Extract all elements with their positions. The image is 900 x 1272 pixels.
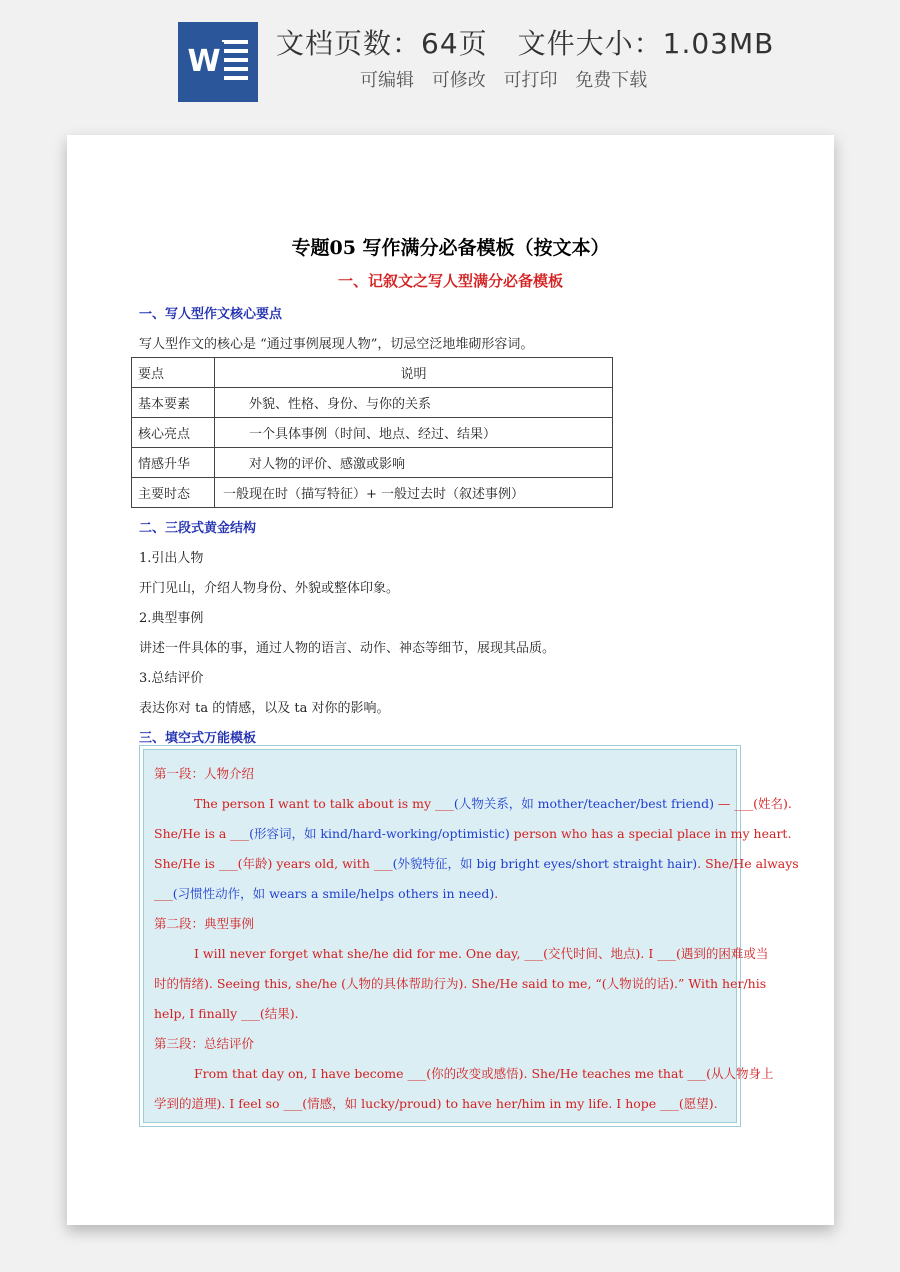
- template-line: 学到的道理). I feel so ___(情感，如 lucky/proud) to have her/him in my life. I hope ___(愿望).: [154, 1096, 718, 1111]
- table-cell: 核心亮点: [132, 418, 215, 448]
- template-line: The person I want to talk about is my ___(人物关系，如 mother/teacher/best friend) — ___(姓名).: [194, 796, 792, 811]
- table-cell: 基本要素: [132, 388, 215, 418]
- template-box: [143, 749, 799, 1123]
- template-line: She/He is a ___(形容词，如 kind/hard-working/optimistic) person who has a special place in my heart.: [154, 826, 792, 841]
- section-heading-3: 三、填空式万能模板: [139, 731, 257, 746]
- feature-editable: 可编辑: [360, 70, 414, 91]
- table-header-cell: 要点: [132, 358, 215, 388]
- feature-list: [360, 66, 659, 92]
- structure-step-1-heading: 1.引出人物: [139, 551, 204, 566]
- table-row: [132, 478, 613, 508]
- section-heading-1: 一、写人型作文核心要点: [139, 307, 283, 322]
- template-para1-heading: 第一段：人物介绍: [154, 766, 255, 781]
- template-line: I will never forget what she/he did for me. One day, ___(交代时间、地点). I ___(遇到的困难或当: [194, 946, 769, 961]
- download-header: [0, 0, 900, 120]
- table-header-row: [132, 358, 613, 388]
- table-row: [132, 388, 613, 418]
- structure-step-1-text: 开门见山，介绍人物身份、外貌或整体印象。: [139, 581, 400, 596]
- template-line: From that day on, I have become ___(你的改变或感悟). She/He teaches me that ___(从人物身上: [194, 1066, 774, 1081]
- page-subtitle: 一、记叙文之写人型满分必备模板: [337, 272, 563, 290]
- table-cell: 主要时态: [132, 478, 215, 508]
- page-count: 文档页数：64页: [276, 27, 488, 60]
- structure-step-2-text: 讲述一件具体的事，通过人物的语言、动作、神态等细节，展现其品质。: [139, 641, 556, 656]
- template-para2-heading: 第二段：典型事例: [154, 916, 255, 931]
- feature-modifiable: 可修改: [431, 70, 486, 91]
- template-line: ___(习惯性动作，如 wears a smile/helps others in need).: [154, 886, 499, 901]
- template-para3-heading: 第三段：总结评价: [154, 1036, 255, 1051]
- table-row: [132, 418, 613, 448]
- table-cell: 对人物的评价、感激或影响: [215, 448, 613, 478]
- table-cell: 一个具体事例（时间、地点、经过、结果）: [215, 418, 613, 448]
- key-points-table: [131, 357, 613, 508]
- structure-step-3-heading: 3.总结评价: [139, 671, 204, 686]
- table-header-cell: 说明: [215, 358, 613, 388]
- table-row: [132, 448, 613, 478]
- feature-free-download: 免费下载: [575, 70, 648, 91]
- template-line: help, I finally ___(结果).: [154, 1006, 299, 1021]
- table-cell: 情感升华: [132, 448, 215, 478]
- section-heading-2: 二、三段式黄金结构: [139, 521, 257, 536]
- template-line: 时的情绪). Seeing this, she/he (人物的具体帮助行为). She/He said to me, “(人物说的话).” With her/his: [154, 976, 767, 991]
- word-icon: W: [178, 22, 258, 102]
- table-cell: 外貌、性格、身份、与你的关系: [215, 388, 613, 418]
- page-title: 专题05 写作满分必备模板（按文本）: [291, 237, 610, 259]
- file-size: 文件大小：1.03MB: [517, 27, 775, 60]
- feature-printable: 可打印: [503, 70, 558, 91]
- table-cell: 一般现在时（描写特征）+ 一般过去时（叙述事例）: [215, 478, 613, 508]
- doc-meta: [276, 22, 774, 62]
- document-page: [67, 135, 834, 1225]
- structure-step-2-heading: 2.典型事例: [139, 611, 204, 626]
- structure-step-3-text: 表达你对 ta 的情感，以及 ta 对你的影响。: [139, 701, 390, 716]
- template-line: She/He is ___(年龄) years old, with ___(外貌特征，如 big bright eyes/short straight hair). She/He always: [154, 856, 799, 871]
- intro-paragraph: 写人型作文的核心是 “通过事例展现人物”，切忌空泛地堆砌形容词。: [139, 337, 534, 352]
